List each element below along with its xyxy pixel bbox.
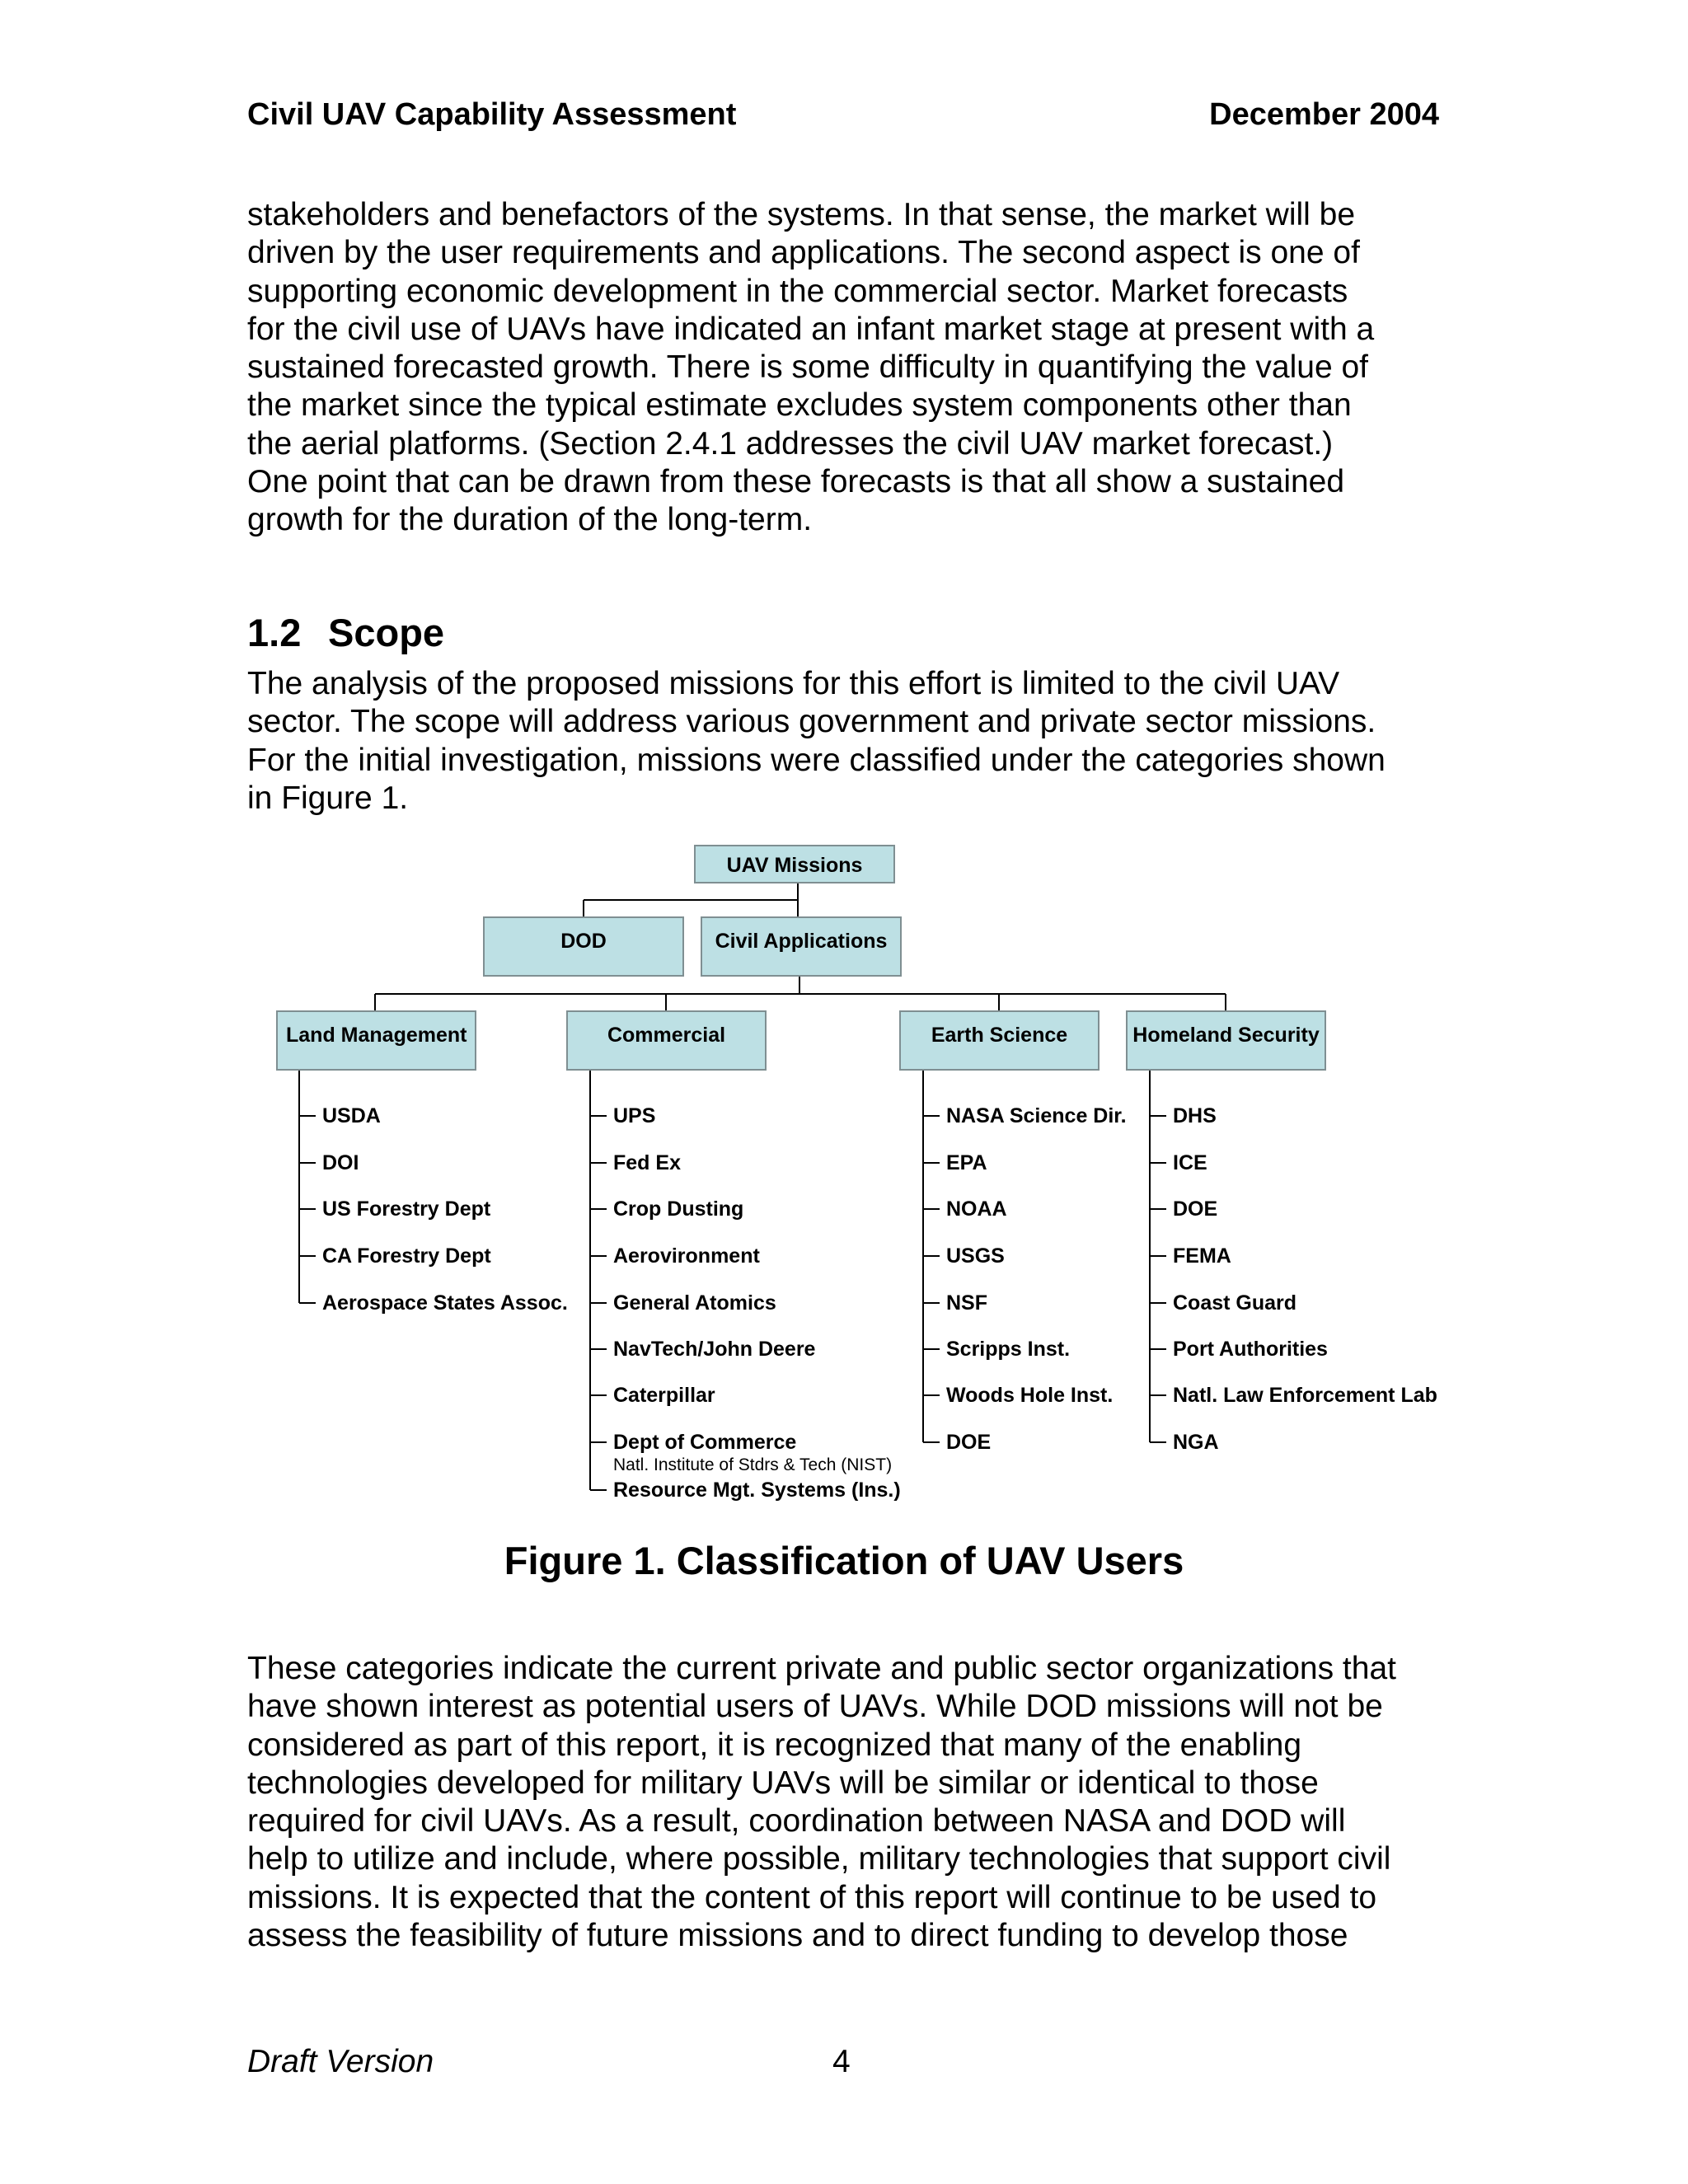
leaf-ca-forestry: CA Forestry Dept bbox=[322, 1244, 491, 1268]
leaf-us-forestry: US Forestry Dept bbox=[322, 1197, 491, 1221]
text-line: technologies developed for military UAVs will be similar or identical to those bbox=[247, 1765, 1319, 1801]
node-land-management: Land Management bbox=[276, 1010, 476, 1071]
document-date: December 2004 bbox=[1209, 97, 1439, 132]
leaf-nga: NGA bbox=[1173, 1431, 1219, 1454]
leaf-dept-of-commerce: Dept of Commerce bbox=[613, 1431, 797, 1454]
leaf-epa: EPA bbox=[946, 1151, 987, 1174]
leaf-fema: FEMA bbox=[1173, 1244, 1231, 1268]
node-civil-applications: Civil Applications bbox=[701, 916, 902, 977]
text-line: the market since the typical estimate excludes system components other than bbox=[247, 387, 1352, 424]
text-line: for the civil use of UAVs have indicated an infant market stage at present with a bbox=[247, 311, 1375, 347]
leaf-ups: UPS bbox=[613, 1104, 656, 1127]
leaf-aerovironment: Aerovironment bbox=[613, 1244, 760, 1268]
text-line: sector. The scope will address various government and private sector missions. bbox=[247, 704, 1376, 740]
text-line: in Figure 1. bbox=[247, 780, 409, 816]
figure-caption: Figure 1. Classification of UAV Users bbox=[504, 1539, 1184, 1582]
node-uav-missions: UAV Missions bbox=[694, 845, 895, 883]
closing-paragraph bbox=[247, 1650, 1451, 1955]
text-line: For the initial investigation, missions were classified under the categories shown bbox=[247, 742, 1386, 778]
leaf-resource-mgt: Resource Mgt. Systems (Ins.) bbox=[613, 1479, 901, 1502]
leaf-ice: ICE bbox=[1173, 1151, 1207, 1174]
section-heading bbox=[247, 610, 444, 655]
intro-paragraph bbox=[247, 196, 1451, 540]
leaf-navtech: NavTech/John Deere bbox=[613, 1338, 816, 1361]
leaf-caterpillar: Caterpillar bbox=[613, 1384, 715, 1407]
leaf-aerospace-states: Aerospace States Assoc. bbox=[322, 1291, 568, 1315]
text-line: have shown interest as potential users of UAVs. While DOD missions will not be bbox=[247, 1689, 1383, 1725]
leaf-nasa-science: NASA Science Dir. bbox=[946, 1104, 1127, 1127]
leaf-doe-homeland: DOE bbox=[1173, 1197, 1218, 1221]
text-line: supporting economic development in the commercial sector. Market forecasts bbox=[247, 273, 1348, 309]
leaf-fedex: Fed Ex bbox=[613, 1151, 681, 1174]
leaf-port-authorities: Port Authorities bbox=[1173, 1338, 1328, 1361]
text-line: growth for the duration of the long-term. bbox=[247, 502, 813, 538]
leaf-law-enforcement-lab: Natl. Law Enforcement Lab bbox=[1173, 1384, 1437, 1407]
scope-paragraph bbox=[247, 665, 1451, 818]
document-title: Civil UAV Capability Assessment bbox=[247, 97, 737, 132]
leaf-nsf: NSF bbox=[946, 1291, 987, 1315]
node-earth-science: Earth Science bbox=[899, 1010, 1100, 1071]
leaf-usda: USDA bbox=[322, 1104, 381, 1127]
leaf-woods-hole: Woods Hole Inst. bbox=[946, 1384, 1114, 1407]
node-commercial: Commercial bbox=[566, 1010, 767, 1071]
text-line: sustained forecasted growth. There is some difficulty in quantifying the value of bbox=[247, 349, 1368, 386]
leaf-coast-guard: Coast Guard bbox=[1173, 1291, 1297, 1315]
leaf-crop-dusting: Crop Dusting bbox=[613, 1197, 744, 1221]
leaf-general-atomics: General Atomics bbox=[613, 1291, 776, 1315]
text-line: required for civil UAVs. As a result, coordination between NASA and DOD will bbox=[247, 1803, 1346, 1840]
footer-version: Draft Version bbox=[247, 2044, 434, 2079]
page-number: 4 bbox=[832, 2044, 851, 2079]
text-line: driven by the user requirements and applications. The second aspect is one of bbox=[247, 235, 1360, 271]
text-line: stakeholders and benefactors of the systems. In that sense, the market will be bbox=[247, 197, 1356, 232]
text-line: considered as part of this report, it is recognized that many of the enabling bbox=[247, 1727, 1302, 1763]
leaf-noaa: NOAA bbox=[946, 1197, 1007, 1221]
leaf-dhs: DHS bbox=[1173, 1104, 1217, 1127]
node-dod: DOD bbox=[483, 916, 684, 977]
section-number: 1.2 bbox=[247, 611, 302, 654]
leaf-usgs: USGS bbox=[946, 1244, 1005, 1268]
text-line: One point that can be drawn from these forecasts is that all show a sustained bbox=[247, 464, 1345, 500]
text-line: assess the feasibility of future missions and to direct funding to develop those bbox=[247, 1918, 1348, 1954]
leaf-nist-note: Natl. Institute of Stdrs & Tech (NIST) bbox=[613, 1455, 893, 1474]
leaf-scripps: Scripps Inst. bbox=[946, 1338, 1071, 1361]
text-line: help to utilize and include, where possible, military technologies that support civil bbox=[247, 1841, 1391, 1877]
text-line: The analysis of the proposed missions for this effort is limited to the civil UAV bbox=[247, 666, 1340, 701]
leaf-doi: DOI bbox=[322, 1151, 359, 1174]
text-line: missions. It is expected that the content of this report will continue to be used to bbox=[247, 1879, 1377, 1915]
section-title: Scope bbox=[328, 611, 445, 654]
leaf-doe-earth: DOE bbox=[946, 1431, 992, 1454]
text-line: These categories indicate the current private and public sector organizations that bbox=[247, 1651, 1396, 1686]
node-homeland-security: Homeland Security bbox=[1126, 1010, 1326, 1071]
text-line: the aerial platforms. (Section 2.4.1 addresses the civil UAV market forecast.) bbox=[247, 425, 1334, 462]
